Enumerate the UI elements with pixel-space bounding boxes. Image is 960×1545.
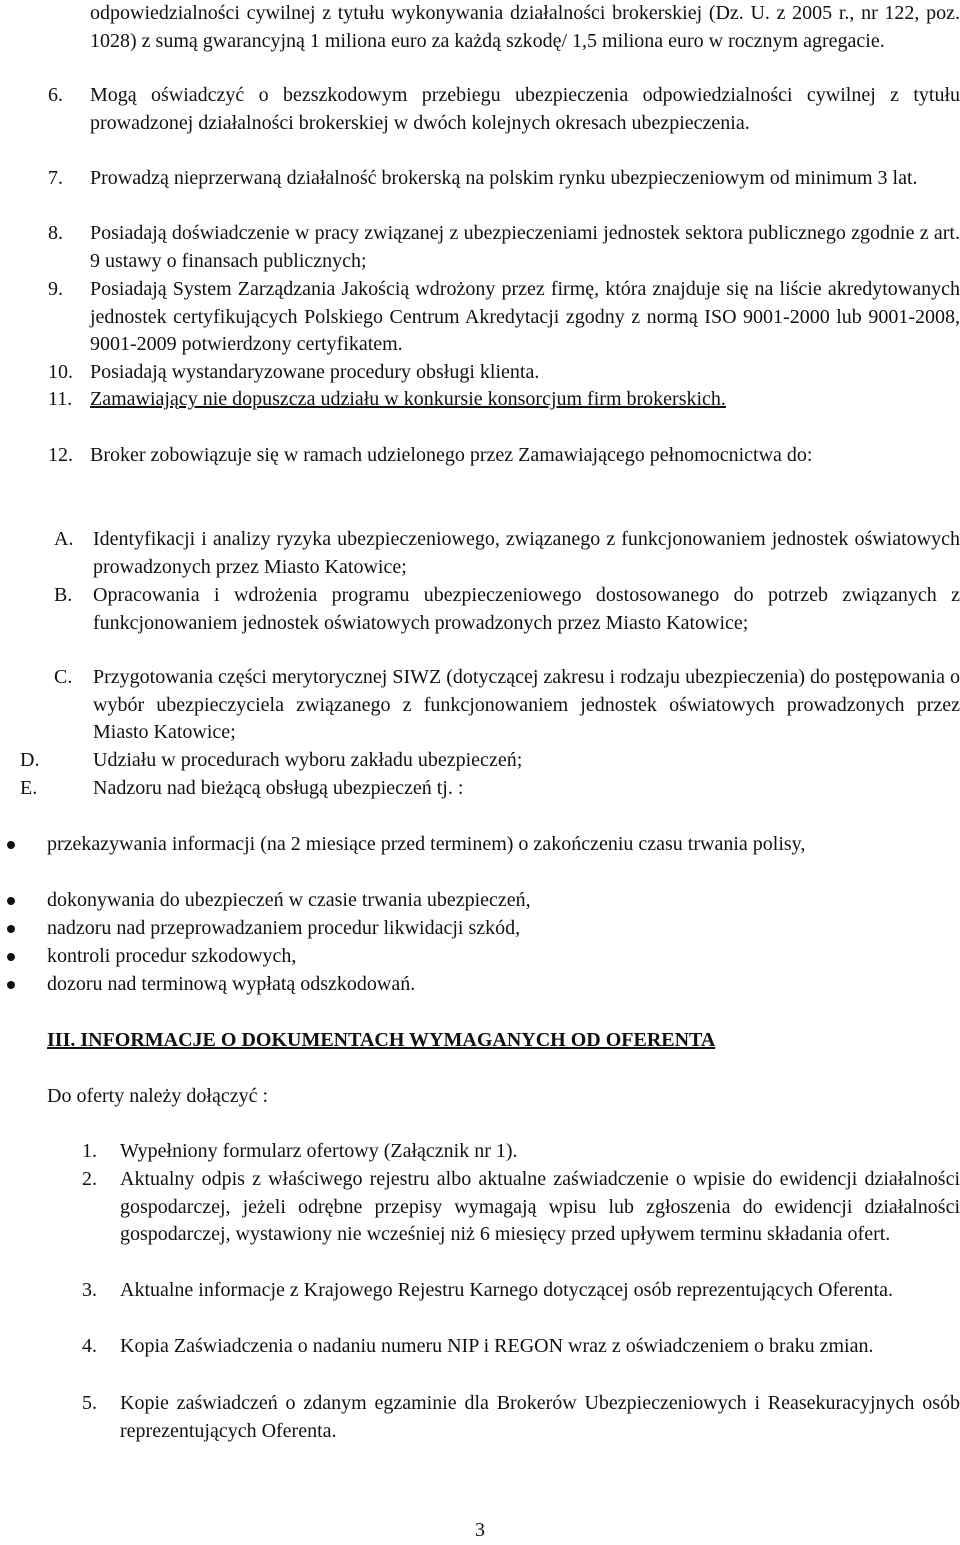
bullet-text: kontroli procedur szkodowych, (47, 945, 297, 967)
item-text: Kopia Zaświadczenia o nadaniu numeru NIP i REGON wraz z oświadczeniem o braku zmian. (120, 1335, 874, 1357)
bullet-icon (7, 981, 15, 989)
item-text (48, 442, 960, 470)
item12-text: Broker zobowiązuje się w ramach udzielonego przez Zamawiającego pełnomocnictwa do: (90, 444, 813, 466)
item-text: Posiadają System Zarządzania Jakością wdrożony przez firmę, która znajduje się na liście akredytowanych jednostek certyfikujących Polskiego Centrum Akredytacji zgodny z normą ISO 9001-2000 lub 9001-2008, 9001-2009 potwierdzony certyfikatem. (90, 278, 960, 355)
item-number: 4. (82, 1335, 97, 1357)
bullet-text: przekazywania informacji (na 2 miesiące przed terminem) o zakończeniu czasu trwania polisy, (47, 833, 806, 855)
item-text: Posiadają wystandaryzowane procedury obsługi klienta. (90, 361, 540, 383)
item-number: 11. (48, 388, 73, 410)
item-number: 3. (82, 1279, 97, 1301)
item-text: Aktualne informacje z Krajowego Rejestru Karnego dotyczącej osób reprezentujących Oferenta. (120, 1279, 893, 1301)
item-text: Zamawiający nie dopuszcza udziału w konkursie konsorcjum firm brokerskich. (90, 388, 726, 410)
item-number: 10. (48, 361, 73, 383)
item-text: Wypełniony formularz ofertowy (Załącznik nr 1). (120, 1140, 518, 1162)
item-text: Mogą oświadczyć o bezszkodowym przebiegu ubezpieczenia odpowiedzialności cywilnej z tytułu prowadzonej działalności brokerskiej w dwóch kolejnych okresach ubezpieczenia. (90, 84, 960, 134)
item-text: Posiadają doświadczenie w pracy związanej z ubezpieczeniami jednostek sektora publicznego zgodnie z art. 9 ustawy o finansach publicznych; (90, 222, 960, 272)
item-letter: A. (54, 528, 74, 550)
item-number: 12. (48, 444, 73, 466)
item-number: 2. (82, 1168, 97, 1190)
bullet-text: nadzoru nad przeprowadzaniem procedur likwidacji szkód, (47, 917, 521, 939)
item-number: 1. (82, 1140, 97, 1162)
item-text: Identyfikacji i analizy ryzyka ubezpieczeniowego, związanego z funkcjonowaniem jednostek oświatowych prowadzonych przez Miasto Katowice; (93, 528, 960, 578)
item-text: Udziału w procedurach wyboru zakładu ubezpieczeń; (93, 749, 523, 771)
item-letter: B. (54, 584, 73, 606)
item-letter: C. (54, 666, 73, 688)
item-text: Kopie zaświadczeń o zdanym egzaminie dla Brokerów Ubezpieczeniowych i Reasekuracyjnych osób reprezentujących Oferenta. (120, 1392, 960, 1442)
item-text: Przygotowania części merytorycznej SIWZ (dotyczącej zakresu i rodzaju ubezpieczenia) do postępowania o wybór ubezpieczyciela związanego z funkcjonowaniem jednostek oświatowych prowadzonych przez Miasto Katowice; (93, 666, 960, 743)
bullet-icon (7, 925, 15, 933)
item-text: Prowadzą nieprzerwaną działalność brokerską na polskim rynku ubezpieczeniowym od minimum 3 lat. (90, 167, 918, 189)
intro-text: Do oferty należy dołączyć : (47, 1085, 269, 1107)
item-text: Opracowania i wdrożenia programu ubezpieczeniowego dostosowanego do potrzeb związanych z funkcjonowaniem jednostek oświatowych prowadzonych przez Miasto Katowice; (93, 584, 960, 634)
item-text: Nadzoru nad bieżącą obsługą ubezpieczeń tj. : (93, 777, 464, 799)
item-text: Aktualny odpis z właściwego rejestru albo aktualne zaświadczenie o wpisie do ewidencji działalności gospodarczej, jeżeli odrębne przepisy wymagają wpisu lub zgłoszenia do ewidencji działalności gospodarczej, wystawiony nie wcześniej niż 6 miesięcy przed upływem terminu składania ofert. (120, 1168, 960, 1245)
bullet-icon (7, 841, 15, 849)
item-number: 9. (48, 278, 63, 300)
continuation-paragraph: odpowiedzialności cywilnej z tytułu wykonywania działalności brokerskiej (Dz. U. z 2005 r., nr 122, poz. 1028) z sumą gwarancyjną 1 miliona euro za każdą szkodę/ 1,5 miliona euro w rocznym agregacie. (90, 2, 960, 52)
item-number: 8. (48, 222, 63, 244)
item-letter: D. (20, 749, 40, 771)
section-heading: III. INFORMACJE O DOKUMENTACH WYMAGANYCH OD OFERENTA (47, 1029, 716, 1051)
item-number: 5. (82, 1392, 97, 1414)
item-number: 7. (48, 167, 63, 189)
item-letter: E. (20, 777, 38, 799)
bullet-text: dokonywania do ubezpieczeń w czasie trwania ubezpieczeń, (47, 889, 531, 911)
bullet-icon (7, 953, 15, 961)
page-number: 3 (475, 1519, 485, 1541)
bullet-text: dozoru nad terminową wypłatą odszkodowań. (47, 973, 416, 995)
bullet-icon (7, 897, 15, 905)
item-number: 6. (48, 84, 63, 106)
